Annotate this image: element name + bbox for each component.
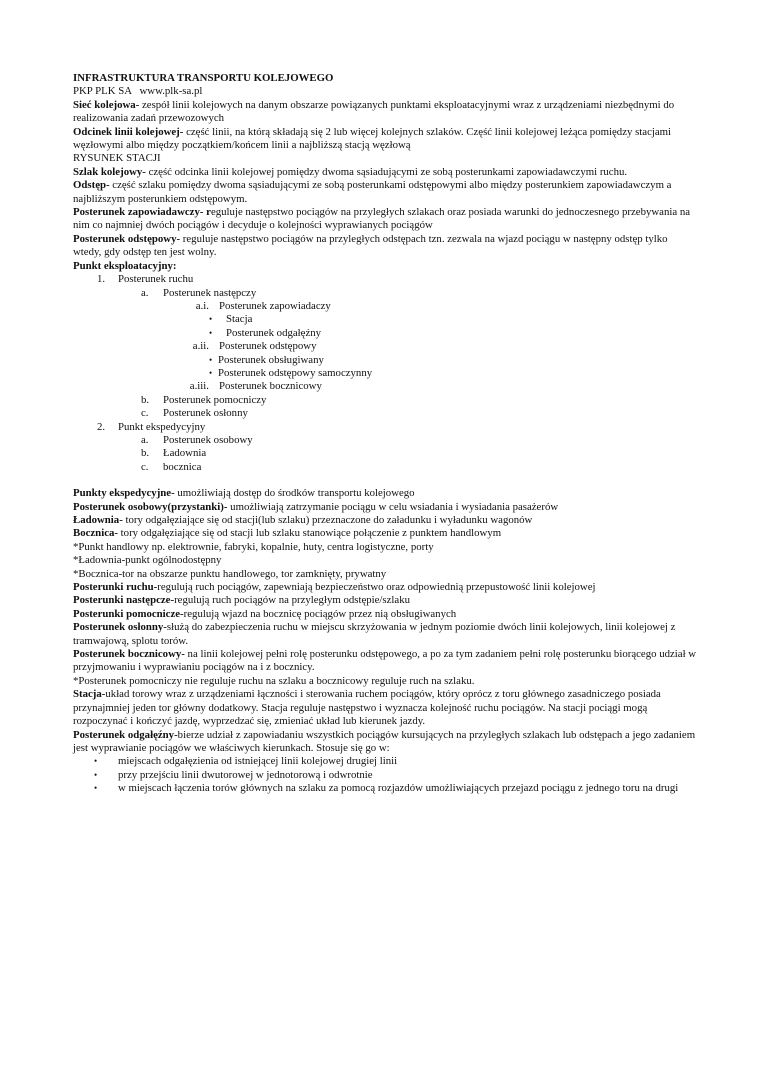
outline-heading: Punkt eksploatacyjny:: [73, 259, 177, 272]
definition: Posterunek zapowiadawczy- reguluje następstwo pociągów na przyległych szlakach oraz posiada warunki do jednoczesnego przebywania na nim co najmniej dwóch pociągów i decyduje o kolejności wyprawianych pociągów: [73, 206, 691, 232]
list-item: • miejscach odgałęzienia od istniejącej linii kolejowej drugiej linii: [94, 755, 398, 768]
definition: Odstęp- część szlaku pomiędzy dwoma sąsiadującymi ze sobą posterunkami odstępowymi albo między posterunkiem zapowiadawczym a najbliższym posterunkiem odstępowym.: [73, 179, 672, 205]
list-item: a.ii. Posterunek odstępowy: [192, 340, 317, 353]
list-item: a. Posterunek osobowy: [141, 433, 253, 446]
list-item: • Posterunek odgałęźny: [209, 326, 322, 339]
definition: Posterunek osłonny-służą do zabezpieczenia ruchu w miejscu skrzyżowania w jednym poziomie dwóch linii kolejowych, linii kolejowej z tramwajową, splotu torów.: [73, 621, 676, 647]
list-item: c. bocznica: [141, 460, 202, 473]
outline-list: [73, 273, 698, 474]
list-item: c. Posterunek osłonny: [141, 407, 248, 420]
definition: Ładownia- tory odgałęziające się od stacji(lub szlaku) przeznaczone do załadunku i wyładunku wagonów: [73, 514, 533, 526]
list-item: • Posterunek odstępowy samoczynny: [209, 366, 373, 379]
definition: Posterunki następcze-regulują ruch pociągów na przyległym odstępie/szlaku: [73, 594, 411, 607]
list-item: • przy przejściu linii dwutorowej w jednotorową i odwrotnie: [94, 768, 373, 781]
document-body: [73, 72, 698, 796]
figure-placeholder: RYSUNEK STACJI: [73, 152, 161, 165]
list-item: a. Posterunek następczy: [141, 286, 257, 299]
note: *Posterunek pomocniczy nie reguluje ruchu na szlaku a bocznicowy reguluje ruch na szlaku.: [73, 674, 475, 687]
document-subtitle: PKP PLK SA www.plk-sa.pl: [73, 85, 203, 98]
list-item: • w miejscach łączenia torów głównych na szlaku za pomocą rozjazdów umożliwiających przejazd pociągu z jednego toru na drugi: [94, 782, 679, 795]
list-item: b. Posterunek pomocniczy: [141, 393, 267, 406]
list-item: 1. Posterunek ruchu: [97, 273, 194, 286]
list-item: a.iii. Posterunek bocznicowy: [189, 380, 322, 393]
definition: Posterunek odstępowy- reguluje następstwo pociągów na przyległych odstępach tzn. zezwala na wjazd pociągu w następny odstęp tylko wtedy, gdy odstęp ten jest wolny.: [73, 232, 668, 259]
bullet-list: [73, 755, 698, 795]
list-item: b. Ładownia: [141, 447, 207, 460]
list-item: 2. Punkt ekspedycyjny: [97, 420, 206, 433]
definition: Posterunek bocznicowy- na linii kolejowej pełni rolę posterunku odstępowego, a po za tym zadaniem pełni rolę posterunku biorącego udział w przyjmowaniu i wyprawianiu pociągów na i z bocznicy.: [73, 648, 697, 674]
note: *Punkt handlowy np. elektrownie, fabryki, kopalnie, huty, centra logistyczne, porty: [73, 540, 434, 553]
note: *Bocznica-tor na obszarze punktu handlowego, tor zamknięty, prywatny: [73, 567, 387, 580]
definition: Stacja-układ torowy wraz z urządzeniami łączności i sterowania ruchem pociągów, który oprócz z toru głównego zasadniczego posiada przynajmniej jeden tor główny dodatkowy. Stacja reguluje następstwo i wyznacza kolejność ruchu pociągów. Na stacji pociągi mogą rozpoczynać i kończyć jazdę, wyprzedzać się, zmieniać układ lub kierunek jazdy.: [73, 688, 661, 728]
definition: Posterunki ruchu-regulują ruch pociągów, zapewniają bezpieczeństwo oraz odpowiednią przepustowość linii kolejowej: [73, 581, 596, 594]
list-item: • Posterunek obsługiwany: [209, 353, 324, 366]
definition: Punkty ekspedycyjne- umożliwiają dostęp do środków transportu kolejowego: [73, 487, 415, 500]
definition: Posterunek osobowy(przystanki)- umożliwiają zatrzymanie pociągu w celu wsiadania i wysiadania pasażerów: [73, 500, 559, 513]
definition: Szlak kolejowy- część odcinka linii kolejowej pomiędzy dwoma sąsiadującymi ze sobą posterunkami zapowiadawczymi ruchu.: [73, 165, 628, 178]
list-item: • Stacja: [209, 313, 253, 326]
document-title: INFRASTRUKTURA TRANSPORTU KOLEJOWEGO: [73, 72, 334, 84]
definition: Posterunki pomocnicze-regulują wjazd na bocznicę pociągów przez nią obsługiwanych: [73, 607, 457, 620]
definition: Posterunek odgałęźny-bierze udział z zapowiadaniu wszystkich pociągów kursujących na przyległych szlakach lub odstępach a jego zadaniem jest wyprawianie pociągów we właściwych kierunkach. Stosuje się go w:: [73, 728, 696, 754]
definition: Bocznica- tory odgałęziające się od stacji lub szlaku stanowiące połączenie z punktem handlowym: [73, 527, 502, 540]
note: *Ładownia-punkt ogólnodostępny: [73, 554, 222, 567]
definition: Odcinek linii kolejowej- część linii, na którą składają się 2 lub więcej kolejnych szlaków. Część linii kolejowej leżąca pomiędzy stacjami węzłowymi albo między początkiem/końcem linii a najbliższą stacją węzłową: [73, 125, 672, 152]
definition: Sieć kolejowa- zespół linii kolejowych na danym obszarze powiązanych punktami eksploatacyjnymi wraz z urządzeniami niezbędnymi do realizowania zadań przewozowych: [73, 98, 675, 125]
spacer: [73, 474, 698, 487]
list-item: a.i. Posterunek zapowiadaczy: [195, 299, 331, 312]
